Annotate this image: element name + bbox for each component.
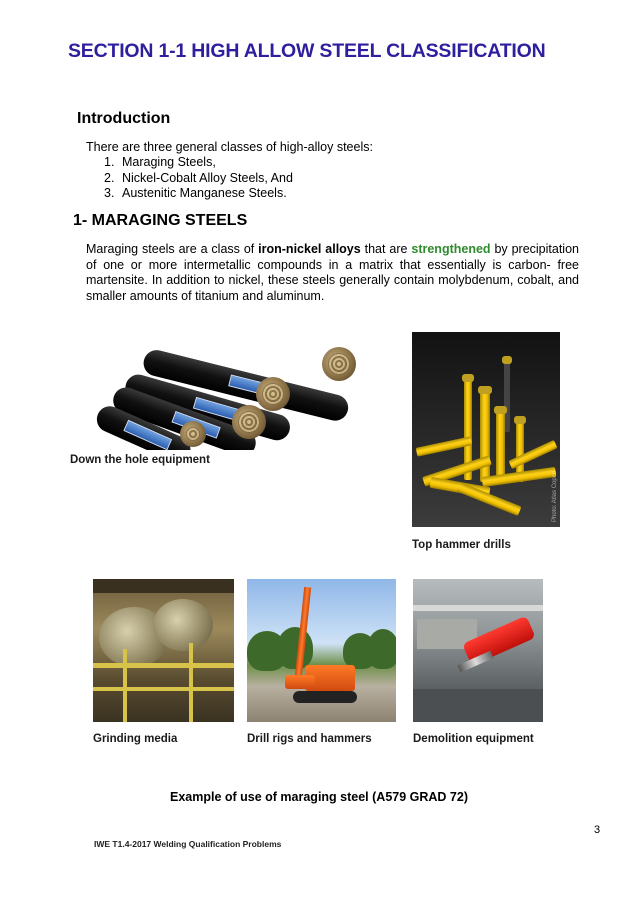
list-item: 1. Maraging Steels, <box>104 155 216 169</box>
introduction-heading: Introduction <box>77 110 171 127</box>
top-hammer-caption: Top hammer drills <box>412 539 511 551</box>
drill-rigs-photo <box>247 579 396 722</box>
grinding-media-photo <box>93 579 234 722</box>
down-the-hole-equipment-photo <box>96 325 366 450</box>
drill-rigs-caption: Drill rigs and hammers <box>247 733 372 745</box>
demolition-equipment-photo <box>413 579 543 722</box>
down-the-hole-caption: Down the hole equipment <box>70 454 210 466</box>
introduction-lead: There are three general classes of high-alloy steels: <box>86 140 373 154</box>
maraging-paragraph: Maraging steels are a class of iron-nickel alloys that are strengthened by precipitation of one or more intermetallic compounds in a matrix that essentially is carbon- free martensite. In addition to nickel, these steels generally contain molybdenum, cobalt, and smaller amounts of titanium and aluminum. <box>86 242 579 303</box>
grinding-media-caption: Grinding media <box>93 733 178 745</box>
high-alloy-class-list <box>104 155 293 202</box>
page-footer: IWE T1.4-2017 Welding Qualification Problems <box>94 839 282 849</box>
section-title: SECTION 1-1 HIGH ALLOW STEEL CLASSIFICATION <box>68 40 546 62</box>
figure-caption: Example of use of maraging steel (A579 GRAD 72) <box>169 790 468 804</box>
maraging-steels-heading: 1- MARAGING STEELS <box>73 212 248 229</box>
list-item: 2. Nickel-Cobalt Alloy Steels, And <box>104 170 293 185</box>
list-item: 3. Austenitic Manganese Steels. <box>104 186 287 200</box>
demolition-caption: Demolition equipment <box>413 733 534 745</box>
top-hammer-drills-photo: Photo: Atlas Copco <box>412 332 560 527</box>
page-number: 3 <box>594 824 601 836</box>
